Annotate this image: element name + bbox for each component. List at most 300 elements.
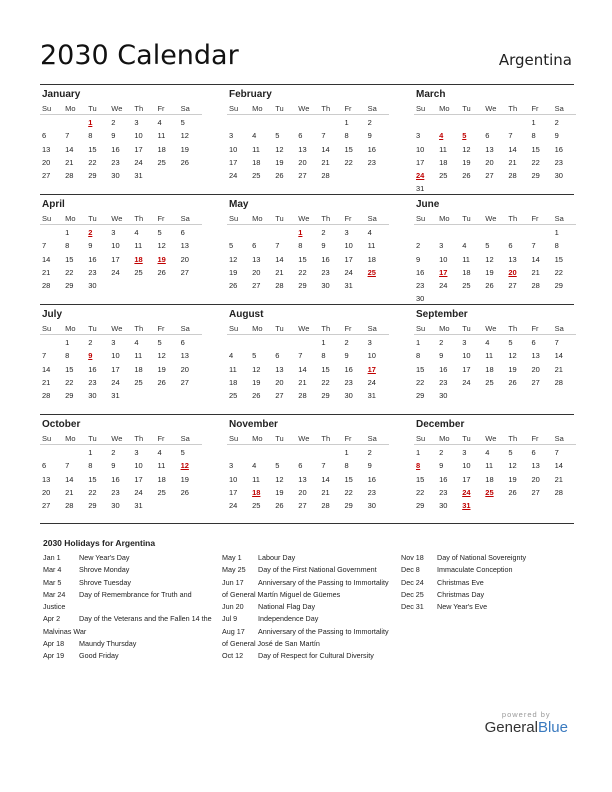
calendar-day: 14	[298, 364, 307, 374]
calendar-day: 14	[275, 254, 284, 264]
weekday-label: Mo	[252, 323, 263, 333]
weekday-label: We	[111, 323, 123, 333]
calendar-day: 5	[508, 338, 513, 348]
weekday-label: Su	[42, 323, 52, 333]
holiday-date: 8	[416, 461, 421, 471]
calendar-day: 18	[252, 157, 261, 167]
weekday-label: Sa	[367, 433, 377, 443]
calendar-day: 10	[229, 474, 238, 484]
weekday-label: Su	[42, 103, 52, 113]
calendar-day: 8	[416, 351, 421, 361]
holiday-entry-date: Aug 17	[222, 626, 245, 636]
calendar-day: 30	[416, 294, 425, 304]
holiday-entry	[222, 601, 394, 613]
calendar-day: 10	[134, 131, 143, 141]
weekday-label: Sa	[367, 103, 377, 113]
calendar-day: 9	[554, 131, 559, 141]
calendar-day: 3	[229, 461, 234, 471]
weekday-label: We	[298, 103, 310, 113]
calendar-day: 2	[367, 448, 372, 458]
calendar-day: 7	[508, 131, 513, 141]
calendar-day: 3	[462, 448, 467, 458]
week-row	[414, 143, 576, 156]
calendar-day: 5	[229, 241, 234, 251]
holiday-date: 24	[462, 487, 471, 497]
weekday-header	[40, 432, 202, 445]
calendar-day: 14	[508, 144, 517, 154]
calendar-day: 7	[42, 241, 47, 251]
month-may	[227, 195, 389, 292]
calendar-day: 6	[298, 131, 303, 141]
calendar-day: 28	[321, 171, 330, 181]
calendar-day: 20	[180, 254, 189, 264]
calendar-day: 24	[134, 487, 143, 497]
calendar-day: 10	[462, 351, 471, 361]
calendar-day: 28	[42, 281, 51, 291]
calendar-day: 3	[111, 338, 116, 348]
calendar-day: 13	[42, 144, 51, 154]
calendar-day: 7	[554, 338, 559, 348]
weekday-label: Sa	[554, 213, 564, 223]
calendar-day: 9	[344, 351, 349, 361]
holiday-entry	[43, 552, 215, 564]
holiday-entry	[43, 638, 215, 650]
calendar-day: 20	[298, 487, 307, 497]
week-row	[414, 226, 576, 239]
calendar-day: 23	[88, 377, 97, 387]
calendar-day: 17	[134, 144, 143, 154]
calendar-day: 22	[298, 267, 307, 277]
week-row	[40, 336, 202, 349]
holiday-entry-name: National Flag Day	[258, 602, 316, 612]
calendar-day: 3	[111, 228, 116, 238]
weekday-label: We	[485, 103, 497, 113]
holiday-entry-name: Day of National Sovereignty	[437, 553, 527, 562]
weekday-label: Fr	[344, 213, 352, 223]
calendar-day: 4	[252, 131, 257, 141]
calendar-day: 27	[298, 501, 307, 511]
calendar-day: 3	[416, 131, 421, 141]
calendar-day: 26	[275, 171, 284, 181]
weekday-label: Tu	[462, 323, 471, 333]
calendar-day: 22	[554, 267, 563, 277]
holiday-date: 24	[416, 171, 425, 181]
week-row	[227, 389, 389, 402]
calendar-day: 1	[321, 338, 326, 348]
weekday-label: Th	[508, 323, 518, 333]
weekday-label: Sa	[180, 213, 190, 223]
weekday-label: Fr	[157, 213, 165, 223]
calendar-day: 28	[275, 281, 284, 291]
calendar-day: 1	[344, 118, 349, 128]
holiday-entry-name: Immaculate Conception	[437, 565, 513, 575]
calendar-day: 25	[134, 267, 143, 277]
weekday-label: Su	[42, 213, 52, 223]
calendar-day: 4	[157, 448, 162, 458]
weekday-label: Fr	[344, 433, 352, 443]
calendar-day: 27	[252, 281, 261, 291]
calendar-day: 7	[321, 461, 326, 471]
holiday-entry	[43, 613, 215, 638]
calendar-day: 4	[134, 228, 139, 238]
calendar-day: 9	[416, 254, 421, 264]
calendar-day: 20	[42, 157, 51, 167]
calendar-day: 15	[88, 474, 97, 484]
week-row	[40, 156, 202, 169]
calendar-day: 26	[462, 171, 471, 181]
week-row	[40, 169, 202, 182]
calendar-day: 27	[42, 501, 51, 511]
month-name: October	[42, 419, 81, 430]
calendar-day: 30	[439, 501, 448, 511]
calendar-day: 12	[275, 144, 284, 154]
weekday-label: Th	[508, 103, 518, 113]
weekday-label: Sa	[554, 103, 564, 113]
month-name: December	[416, 419, 465, 430]
calendar-day: 26	[252, 391, 261, 401]
calendar-day: 28	[65, 501, 74, 511]
calendar-day: 7	[65, 131, 70, 141]
calendar-day: 14	[65, 474, 74, 484]
calendar-day: 27	[531, 487, 540, 497]
calendar-day: 11	[485, 351, 494, 361]
month-august	[227, 305, 389, 402]
calendar-day: 30	[344, 391, 353, 401]
calendar-day: 4	[229, 351, 234, 361]
week-row	[227, 169, 389, 182]
calendar-day: 3	[344, 228, 349, 238]
calendar-day: 24	[111, 377, 120, 387]
calendar-day: 18	[439, 157, 448, 167]
calendar-day: 6	[180, 338, 185, 348]
holiday-date: 19	[157, 254, 166, 264]
calendar-day: 5	[180, 118, 185, 128]
holiday-entry-date: Oct 12	[222, 651, 244, 661]
calendar-day: 17	[416, 157, 425, 167]
weekday-label: Mo	[252, 213, 263, 223]
calendar-day: 11	[229, 364, 237, 374]
calendar-day: 14	[531, 254, 540, 264]
calendar-day: 21	[65, 487, 74, 497]
holiday-entry-date: Apr 18	[43, 639, 65, 649]
calendar-day: 13	[42, 474, 51, 484]
calendar-day: 17	[134, 474, 143, 484]
weekday-label: Su	[416, 323, 426, 333]
calendar-day: 28	[42, 391, 51, 401]
month-march	[414, 85, 576, 195]
calendar-grid	[40, 84, 574, 524]
calendar-day: 30	[111, 501, 120, 511]
week-row	[414, 499, 576, 512]
holiday-entry	[222, 650, 394, 662]
calendar-day: 15	[416, 474, 425, 484]
weekday-label: Tu	[88, 323, 97, 333]
calendar-day: 16	[321, 254, 330, 264]
calendar-day: 2	[416, 241, 421, 251]
weekday-header	[227, 432, 389, 445]
weekday-label: We	[485, 433, 497, 443]
calendar-day: 25	[252, 171, 261, 181]
week-row	[40, 129, 202, 142]
calendar-day: 31	[111, 391, 120, 401]
weekday-label: Mo	[439, 213, 450, 223]
calendar-day: 7	[298, 351, 303, 361]
calendar-day: 15	[554, 254, 563, 264]
calendar-day: 12	[180, 131, 189, 141]
calendar-day: 26	[157, 267, 166, 277]
holiday-entry-name: Day of Respect for Cultural Diversity	[258, 651, 374, 661]
holiday-entry-name: Anniversary of the Passing to Immortality of General José de San Martín	[222, 626, 389, 649]
calendar-day: 16	[111, 144, 120, 154]
calendar-day: 10	[462, 461, 471, 471]
week-row	[40, 116, 202, 129]
calendar-day: 11	[134, 241, 143, 251]
calendar-day: 20	[275, 377, 284, 387]
calendar-day: 18	[157, 144, 166, 154]
calendar-day: 27	[485, 171, 494, 181]
weekday-label: Th	[321, 323, 331, 333]
powered-by-text: powered by	[501, 710, 551, 719]
calendar-day: 26	[508, 377, 517, 387]
calendar-day: 8	[344, 131, 349, 141]
holiday-entry	[222, 613, 394, 625]
calendar-day: 8	[65, 241, 70, 251]
calendar-day: 9	[367, 131, 372, 141]
calendar-day: 29	[65, 391, 74, 401]
calendar-day: 22	[416, 377, 425, 387]
holiday-entry	[401, 552, 573, 564]
calendar-day: 1	[65, 228, 70, 238]
calendar-day: 4	[485, 338, 490, 348]
calendar-day: 7	[554, 448, 559, 458]
weekday-label: Th	[321, 433, 331, 443]
calendar-day: 4	[367, 228, 372, 238]
holiday-date: 1	[298, 228, 303, 238]
calendar-day: 28	[554, 377, 563, 387]
calendar-day: 25	[252, 501, 261, 511]
weekday-label: Th	[321, 103, 331, 113]
weekday-label: Tu	[88, 103, 97, 113]
brand-text	[485, 719, 568, 736]
week-row	[414, 459, 576, 472]
calendar-day: 22	[65, 377, 74, 387]
holiday-date: 1	[88, 118, 93, 128]
calendar-day: 6	[180, 228, 185, 238]
calendar-day: 20	[252, 267, 261, 277]
calendar-day: 19	[275, 487, 284, 497]
holiday-entry-date: Mar 5	[43, 577, 62, 587]
calendar-day: 5	[157, 228, 162, 238]
holidays-column-1	[43, 552, 215, 663]
calendar-day: 26	[180, 157, 189, 167]
calendar-day: 7	[42, 351, 47, 361]
calendar-day: 22	[344, 487, 353, 497]
holiday-entry-name: New Year's Eve	[437, 602, 488, 612]
weekday-label: Sa	[367, 213, 377, 223]
calendar-day: 8	[298, 241, 303, 251]
holiday-entry-date: Jun 17	[222, 577, 244, 587]
calendar-day: 19	[508, 474, 517, 484]
calendar-day: 29	[88, 501, 97, 511]
week-row	[414, 336, 576, 349]
calendar-day: 17	[462, 474, 471, 484]
calendar-day: 25	[462, 281, 471, 291]
week-row	[414, 156, 576, 169]
holiday-entry-date: Mar 24	[43, 589, 66, 599]
holiday-entry-date: Dec 8	[401, 565, 420, 575]
calendar-day: 28	[321, 501, 330, 511]
calendar-day: 23	[367, 157, 376, 167]
holiday-entry-date: Mar 4	[43, 565, 62, 575]
calendar-day: 27	[180, 267, 189, 277]
calendar-day: 29	[531, 171, 540, 181]
week-row	[414, 169, 576, 182]
weekday-label: Th	[134, 433, 144, 443]
calendar-day: 27	[180, 377, 189, 387]
calendar-day: 19	[229, 267, 238, 277]
week-row	[40, 499, 202, 512]
calendar-day: 15	[531, 144, 540, 154]
calendar-day: 24	[111, 267, 120, 277]
calendar-day: 4	[485, 448, 490, 458]
calendar-day: 9	[367, 461, 372, 471]
calendar-day: 11	[462, 254, 470, 264]
week-row	[414, 239, 576, 252]
calendar-day: 19	[275, 157, 284, 167]
calendar-day: 21	[554, 364, 563, 374]
calendar-day: 19	[157, 364, 166, 374]
calendar-day: 2	[88, 338, 93, 348]
quarter-row	[40, 414, 574, 524]
calendar-day: 10	[416, 144, 425, 154]
holiday-entry	[222, 626, 394, 651]
calendar-day: 13	[298, 474, 307, 484]
week-row	[414, 486, 576, 499]
weekday-label: Mo	[65, 433, 76, 443]
calendar-day: 17	[229, 157, 238, 167]
weekday-label: Th	[134, 213, 144, 223]
country-name: Argentina	[498, 51, 572, 69]
calendar-day: 23	[344, 377, 353, 387]
week-row	[227, 486, 389, 499]
calendar-day: 31	[367, 391, 376, 401]
calendar-day: 4	[134, 338, 139, 348]
holiday-entry-name: Independence Day	[258, 614, 319, 624]
calendar-day: 21	[275, 267, 284, 277]
holiday-date: 5	[462, 131, 467, 141]
calendar-day: 3	[229, 131, 234, 141]
calendar-day: 10	[367, 351, 376, 361]
week-row	[414, 389, 576, 402]
brand-general: General	[484, 719, 538, 736]
calendar-day: 14	[42, 254, 51, 264]
calendar-day: 28	[554, 487, 563, 497]
calendar-day: 15	[321, 364, 330, 374]
holiday-entry-name: New Year's Day	[79, 553, 130, 562]
calendar-day: 18	[462, 267, 471, 277]
calendar-day: 18	[134, 364, 143, 374]
weekday-label: Su	[229, 323, 239, 333]
calendar-day: 24	[439, 281, 448, 291]
month-name: July	[42, 309, 63, 320]
week-row	[40, 363, 202, 376]
weekday-label: Fr	[531, 103, 539, 113]
holiday-entry-name: Shrove Monday	[79, 565, 130, 575]
calendar-day: 20	[42, 487, 51, 497]
holiday-date: 17	[367, 364, 376, 374]
holiday-entry	[222, 564, 394, 576]
calendar-day: 18	[367, 254, 376, 264]
calendar-day: 11	[439, 144, 447, 154]
calendar-day: 4	[462, 241, 467, 251]
calendar-day: 16	[439, 474, 448, 484]
holidays-column-3	[401, 552, 573, 613]
calendar-day: 15	[298, 254, 307, 264]
holiday-entry	[43, 577, 215, 589]
calendar-day: 19	[508, 364, 517, 374]
weekday-label: Fr	[157, 433, 165, 443]
calendar-day: 17	[462, 364, 471, 374]
calendar-day: 1	[416, 338, 421, 348]
calendar-day: 1	[416, 448, 421, 458]
calendar-day: 2	[367, 118, 372, 128]
calendar-day: 3	[439, 241, 444, 251]
week-row	[227, 226, 389, 239]
week-row	[227, 266, 389, 279]
holiday-entry-name: Christmas Day	[437, 589, 485, 599]
week-row	[227, 129, 389, 142]
calendar-day: 7	[321, 131, 326, 141]
calendar-day: 6	[485, 131, 490, 141]
calendar-day: 1	[65, 338, 70, 348]
weekday-label: Mo	[252, 433, 263, 443]
week-row	[227, 473, 389, 486]
calendar-day: 2	[554, 118, 559, 128]
calendar-day: 29	[416, 501, 425, 511]
holiday-entry-date: Apr 19	[43, 651, 65, 661]
holiday-entry-name: Day of Remembrance for Truth and Justice	[43, 589, 192, 612]
calendar-day: 21	[42, 377, 51, 387]
calendar-day: 16	[88, 254, 97, 264]
weekday-header	[414, 322, 576, 335]
week-row	[227, 143, 389, 156]
calendar-day: 21	[321, 487, 330, 497]
week-row	[414, 116, 576, 129]
month-february	[227, 85, 389, 182]
calendar-day: 22	[65, 267, 74, 277]
month-july	[40, 305, 202, 402]
calendar-day: 17	[111, 254, 120, 264]
week-row	[414, 279, 576, 292]
calendar-day: 13	[298, 144, 307, 154]
month-january	[40, 85, 202, 182]
week-row	[40, 349, 202, 362]
holiday-entry-date: Dec 25	[401, 589, 424, 599]
weekday-header	[414, 432, 576, 445]
calendar-day: 3	[134, 118, 139, 128]
weekday-label: Tu	[462, 433, 471, 443]
week-row	[414, 253, 576, 266]
calendar-day: 23	[111, 487, 120, 497]
holidays-title: 2030 Holidays for Argentina	[43, 538, 156, 548]
calendar-day: 10	[111, 351, 120, 361]
calendar-day: 21	[531, 267, 540, 277]
calendar-day: 29	[88, 171, 97, 181]
holiday-date: 4	[439, 131, 444, 141]
calendar-day: 15	[88, 144, 97, 154]
calendar-day: 10	[439, 254, 448, 264]
calendar-day: 19	[180, 474, 189, 484]
